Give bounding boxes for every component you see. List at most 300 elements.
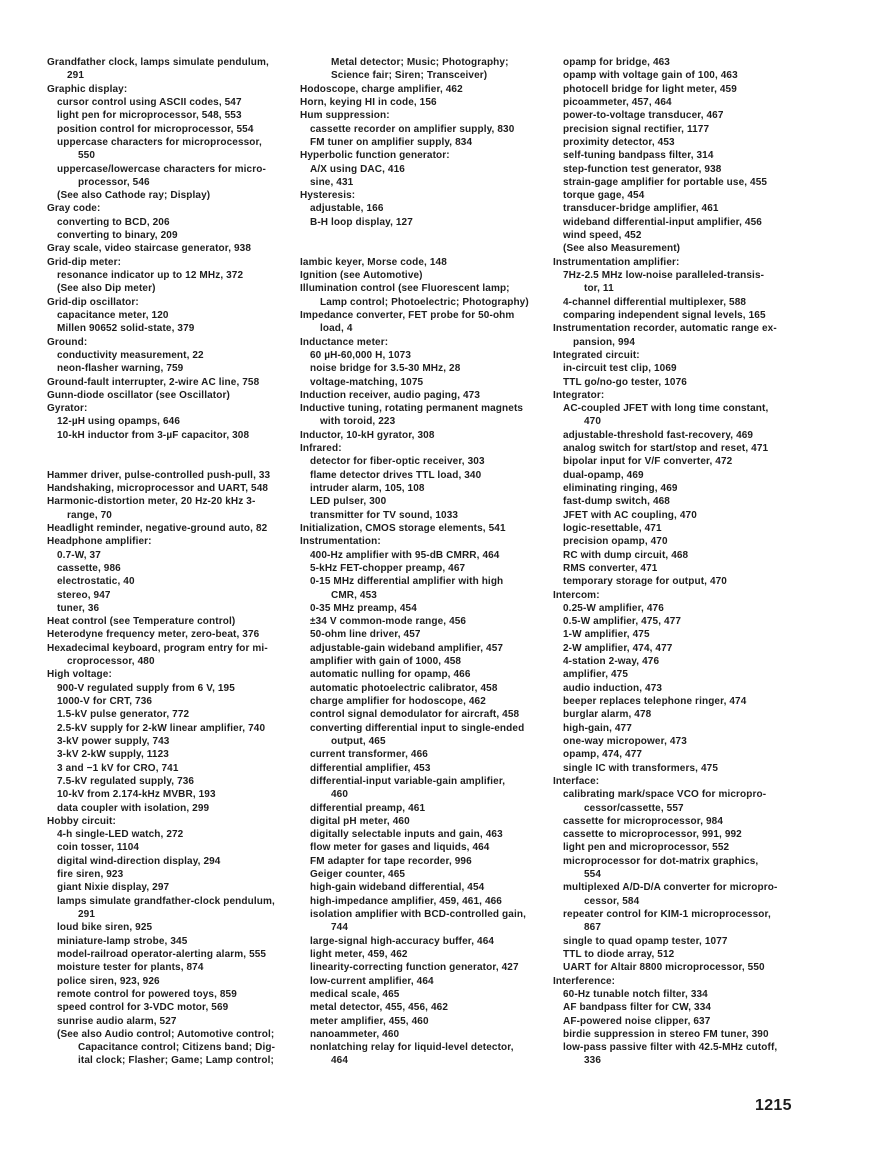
index-line: picoammeter, 457, 464 xyxy=(563,96,672,108)
index-subentry xyxy=(47,935,275,948)
index-entry xyxy=(300,522,529,535)
index-line: data coupler with isolation, 299 xyxy=(57,802,210,814)
index-subentry xyxy=(300,722,529,749)
index-line: voltage-matching, 1075 xyxy=(310,376,424,388)
index-line: Heat control (see Temperature control) xyxy=(47,616,236,628)
index-subentry xyxy=(553,1041,777,1068)
index-line: differential preamp, 461 xyxy=(310,802,426,814)
index-section xyxy=(47,469,275,1068)
index-subentry xyxy=(300,762,529,775)
index-subentry xyxy=(47,841,275,854)
index-entry xyxy=(47,202,275,215)
index-line: linearity-correcting function generator, 427 xyxy=(310,962,519,974)
index-subentry xyxy=(47,695,275,708)
index-subentry xyxy=(300,562,529,575)
index-subentry xyxy=(47,216,275,229)
index-subentry xyxy=(47,136,275,163)
index-line: cassette to microprocessor, 991, 992 xyxy=(563,829,742,841)
index-subentry xyxy=(300,123,529,136)
index-subentry xyxy=(553,988,777,1001)
index-line: cessor/cassette, 557 xyxy=(584,802,684,814)
index-line: cursor control using ASCII codes, 547 xyxy=(57,96,242,108)
index-line: FM tuner on amplifier supply, 834 xyxy=(310,136,473,148)
index-line: 4-channel differential multiplexer, 588 xyxy=(563,296,747,308)
index-line: remote control for powered toys, 859 xyxy=(57,988,237,1000)
index-line: Hobby circuit: xyxy=(47,815,116,827)
index-line: 744 xyxy=(331,922,349,934)
index-line: differential amplifier, 453 xyxy=(310,762,431,774)
index-line: single IC with transformers, 475 xyxy=(563,762,718,774)
index-subentry xyxy=(553,535,777,548)
index-subentry xyxy=(553,935,777,948)
index-line: step-function test generator, 938 xyxy=(563,163,722,175)
index-line: Grandfather clock, lamps simulate pendulum, xyxy=(47,57,269,68)
index-line: adjustable-threshold fast-recovery, 469 xyxy=(563,429,754,441)
index-subentry xyxy=(47,868,275,881)
index-subentry xyxy=(553,402,777,429)
index-subentry xyxy=(300,881,529,894)
index-line: Illumination control (see Fluorescent lamp; xyxy=(300,283,510,295)
index-line: Iambic keyer, Morse code, 148 xyxy=(300,256,447,268)
index-line: Headphone amplifier: xyxy=(47,536,152,548)
index-subentry xyxy=(300,1015,529,1028)
index-line: charge amplifier for hodoscope, 462 xyxy=(310,696,486,707)
index-subentry xyxy=(553,615,777,628)
index-subentry xyxy=(47,429,275,442)
index-subentry xyxy=(47,96,275,109)
index-line: Metal detector; Music; Photography; xyxy=(331,57,509,68)
index-subentry xyxy=(300,802,529,815)
index-line: automatic nulling for opamp, 466 xyxy=(310,669,471,681)
index-line: with toroid, 223 xyxy=(320,416,396,428)
index-subentry xyxy=(47,1015,275,1028)
index-line: Instrumentation recorder, automatic range ex- xyxy=(553,323,777,335)
index-line: nanoammeter, 460 xyxy=(310,1028,400,1040)
index-entry xyxy=(47,522,275,535)
index-line: transducer-bridge amplifier, 461 xyxy=(563,203,719,215)
index-line: 3-kV power supply, 743 xyxy=(57,735,170,747)
index-line: police siren, 923, 926 xyxy=(57,975,160,987)
index-subentry xyxy=(553,881,777,908)
index-entry xyxy=(300,389,529,402)
index-line: 60-Hz tunable notch filter, 334 xyxy=(563,988,708,1000)
index-subentry xyxy=(47,708,275,721)
index-subentry xyxy=(553,695,777,708)
index-subentry xyxy=(300,602,529,615)
index-entry xyxy=(47,389,275,402)
index-line: 550 xyxy=(78,150,96,162)
index-line: isolation amplifier with BCD-controlled gain, xyxy=(310,909,526,920)
index-subentry xyxy=(553,908,777,935)
index-subentry xyxy=(553,602,777,615)
index-subentry xyxy=(553,642,777,655)
index-line: audio induction, 473 xyxy=(563,682,663,694)
index-subentry xyxy=(553,575,777,588)
index-subentry xyxy=(300,495,529,508)
index-subentry xyxy=(553,123,777,136)
index-subentry xyxy=(553,269,777,296)
index-line: Gray scale, video staircase generator, 938 xyxy=(47,243,252,255)
index-entry xyxy=(47,83,275,96)
index-line: model-railroad operator-alerting alarm, 555 xyxy=(57,948,267,960)
index-line: uppercase characters for microprocessor, xyxy=(57,136,262,148)
index-entry xyxy=(553,775,777,788)
index-line: (See also Dip meter) xyxy=(57,283,156,295)
index-line: flame detector drives TTL load, 340 xyxy=(310,469,482,481)
index-line: coin tosser, 1104 xyxy=(57,842,140,854)
index-line: comparing independent signal levels, 165 xyxy=(563,309,766,321)
index-entry xyxy=(300,442,529,455)
index-entry xyxy=(553,349,777,362)
index-line: precision signal rectifier, 1177 xyxy=(563,123,710,135)
index-subentry xyxy=(553,509,777,522)
index-line: Hum suppression: xyxy=(300,110,390,122)
index-line: wind speed, 452 xyxy=(563,230,642,242)
index-subentry xyxy=(553,362,777,375)
index-line: Interface: xyxy=(553,775,600,787)
index-line: differential-input variable-gain amplifier, xyxy=(310,775,506,787)
index-line: cassette, 986 xyxy=(57,562,121,574)
index-entry xyxy=(47,242,275,255)
index-line: amplifier, 475 xyxy=(563,669,629,681)
index-line: giant Nixie display, 297 xyxy=(57,882,170,894)
index-line: 291 xyxy=(67,70,85,82)
index-entry xyxy=(300,282,529,309)
index-line: one-way micropower, 473 xyxy=(563,735,687,747)
index-line: Horn, keying HI in code, 156 xyxy=(300,96,437,108)
index-line: Hexadecimal keyboard, program entry for mi- xyxy=(47,642,268,654)
index-line: Infrared: xyxy=(300,443,342,455)
index-subentry xyxy=(553,722,777,735)
index-line: FM adapter for tape recorder, 996 xyxy=(310,855,472,867)
index-line: 1000-V for CRT, 736 xyxy=(57,696,153,707)
index-subentry xyxy=(300,708,529,721)
index-section xyxy=(300,56,529,229)
index-entry xyxy=(300,256,529,269)
index-subentry xyxy=(553,549,777,562)
index-subentry xyxy=(300,682,529,695)
index-line: position control for microprocessor, 554 xyxy=(57,123,254,135)
index-subentry xyxy=(553,762,777,775)
index-subentry xyxy=(300,1028,529,1041)
index-line: 470 xyxy=(584,416,602,428)
index-line: opamp for bridge, 463 xyxy=(563,57,670,68)
index-line: Inductive tuning, rotating permanent magnets xyxy=(300,403,524,415)
index-line: 0-35 MHz preamp, 454 xyxy=(310,602,417,614)
index-line: 60 µH-60,000 H, 1073 xyxy=(310,349,412,361)
index-subentry xyxy=(553,1028,777,1041)
index-line: Integrated circuit: xyxy=(553,349,640,361)
index-line: adjustable, 166 xyxy=(310,203,384,215)
index-subentry xyxy=(553,309,777,322)
index-subentry xyxy=(47,762,275,775)
index-subentry xyxy=(47,828,275,841)
index-line: photocell bridge for light meter, 459 xyxy=(563,83,737,95)
index-line: torque gage, 454 xyxy=(563,190,645,202)
index-line: RMS converter, 471 xyxy=(563,562,658,574)
index-line: 0-15 MHz differential amplifier with high xyxy=(310,576,504,588)
index-subentry xyxy=(553,109,777,122)
index-line: load, 4 xyxy=(320,323,353,335)
index-line: 2-W amplifier, 474, 477 xyxy=(563,642,673,654)
index-line: 4-station 2-way, 476 xyxy=(563,656,660,668)
index-entry xyxy=(47,628,275,641)
index-line: 7.5-kV regulated supply, 736 xyxy=(57,775,195,787)
index-subentry xyxy=(300,655,529,668)
index-line: 867 xyxy=(584,922,602,934)
index-subentry xyxy=(300,961,529,974)
index-line: Harmonic-distortion meter, 20 Hz-20 kHz 3- xyxy=(47,496,256,508)
index-line: processor, 546 xyxy=(78,176,150,188)
index-entry xyxy=(47,376,275,389)
index-subentry xyxy=(553,735,777,748)
index-line: 2.5-kV supply for 2-kW linear amplifier, 740 xyxy=(57,722,266,734)
index-subentry xyxy=(553,429,777,442)
index-subentry xyxy=(47,735,275,748)
index-line: neon-flasher warning, 759 xyxy=(57,363,184,375)
index-line: 7Hz-2.5 MHz low-noise paralleled-transis- xyxy=(563,270,765,281)
index-entry xyxy=(553,589,777,602)
index-line: fire siren, 923 xyxy=(57,869,124,881)
index-line: Capacitance control; Citizens band; Dig- xyxy=(78,1042,276,1054)
index-subentry xyxy=(47,1028,275,1068)
index-subentry xyxy=(47,881,275,894)
index-line: Hammer driver, pulse-controlled push-pull, 33 xyxy=(47,469,271,481)
index-line: Ground-fault interrupter, 2-wire AC line, 758 xyxy=(47,376,260,388)
index-subentry xyxy=(553,841,777,854)
index-line: microprocessor for dot-matrix graphics, xyxy=(563,855,759,867)
index-subentry xyxy=(553,149,777,162)
index-line: current transformer, 466 xyxy=(310,749,428,761)
index-line: opamp, 474, 477 xyxy=(563,749,643,761)
index-line: 4-h single-LED watch, 272 xyxy=(57,829,184,841)
index-subentry xyxy=(553,229,777,242)
index-line: LED pulser, 300 xyxy=(310,496,387,508)
index-subentry xyxy=(47,309,275,322)
index-subentry xyxy=(300,1041,529,1068)
index-line: 336 xyxy=(584,1055,602,1067)
index-subentry xyxy=(553,202,777,215)
index-line: electrostatic, 40 xyxy=(57,576,135,588)
index-line: Hodoscope, charge amplifier, 462 xyxy=(300,83,463,95)
index-subentry xyxy=(553,855,777,882)
index-column xyxy=(300,56,529,1068)
index-subentry xyxy=(47,722,275,735)
index-line: multiplexed A/D-D/A converter for micropro- xyxy=(563,882,778,894)
index-line: RC with dump circuit, 468 xyxy=(563,549,689,561)
index-subentry xyxy=(300,748,529,761)
index-subentry xyxy=(300,815,529,828)
index-entry xyxy=(47,336,275,349)
index-line: Gunn-diode oscillator (see Oscillator) xyxy=(47,389,230,401)
index-line: Ground: xyxy=(47,336,88,348)
index-line: B-H loop display, 127 xyxy=(310,216,413,228)
index-line: UART for Altair 8800 microprocessor, 550 xyxy=(563,962,765,974)
index-line: (See also Cathode ray; Display) xyxy=(57,190,211,202)
index-section xyxy=(47,56,275,442)
index-subentry xyxy=(300,935,529,948)
index-line: control signal demodulator for aircraft, 458 xyxy=(310,709,520,721)
index-line: ital clock; Flasher; Game; Lamp control; xyxy=(78,1055,274,1067)
index-entry xyxy=(300,149,529,162)
index-subentry xyxy=(553,442,777,455)
index-entry xyxy=(47,495,275,522)
index-line: light pen and microprocessor, 552 xyxy=(563,842,730,854)
index-entry xyxy=(300,429,529,442)
index-entry xyxy=(47,402,275,415)
index-line: Gray code: xyxy=(47,203,101,215)
index-line: high-gain, 477 xyxy=(563,722,632,734)
index-line: 5-kHz FET-chopper preamp, 467 xyxy=(310,562,466,574)
index-line: Hyperbolic function generator: xyxy=(300,150,450,162)
index-line: tor, 11 xyxy=(584,283,614,295)
index-line: 0.25-W amplifier, 476 xyxy=(563,602,664,614)
index-subentry xyxy=(47,682,275,695)
index-line: 3 and −1 kV for CRO, 741 xyxy=(57,762,179,774)
index-column xyxy=(553,56,777,1068)
index-subentry xyxy=(553,1001,777,1014)
index-subentry xyxy=(47,415,275,428)
index-subentry xyxy=(553,242,777,255)
index-subentry xyxy=(47,575,275,588)
index-line: miniature-lamp strobe, 345 xyxy=(57,935,188,947)
index-column xyxy=(47,56,275,1068)
index-line: TTL to diode array, 512 xyxy=(563,948,675,960)
index-subentry xyxy=(300,362,529,375)
index-line: 900-V regulated supply from 6 V, 195 xyxy=(57,682,235,694)
index-subentry xyxy=(300,841,529,854)
index-line: proximity detector, 453 xyxy=(563,136,675,148)
index-line: Inductance meter: xyxy=(300,336,389,348)
index-line: meter amplifier, 455, 460 xyxy=(310,1015,429,1027)
index-entry xyxy=(300,96,529,109)
index-line: low-current amplifier, 464 xyxy=(310,975,434,987)
index-subentry xyxy=(553,96,777,109)
index-line: sunrise audio alarm, 527 xyxy=(57,1015,177,1027)
index-entry xyxy=(300,189,529,202)
index-line: Ignition (see Automotive) xyxy=(300,270,423,281)
index-line: 12-µH using opamps, 646 xyxy=(57,416,180,428)
index-subentry xyxy=(553,216,777,229)
index-line: AF-powered noise clipper, 637 xyxy=(563,1015,711,1027)
index-subentry xyxy=(47,362,275,375)
index-subentry xyxy=(553,748,777,761)
index-line: AF bandpass filter for CW, 334 xyxy=(563,1002,712,1014)
index-subentry xyxy=(47,895,275,922)
index-line: strain-gage amplifier for portable use, 455 xyxy=(563,176,768,188)
index-line: Gyrator: xyxy=(47,403,88,415)
index-subentry xyxy=(47,269,275,282)
index-line: calibrating mark/space VCO for micropro- xyxy=(563,789,767,801)
index-subentry xyxy=(47,788,275,801)
index-line: analog switch for start/stop and reset, 471 xyxy=(563,443,769,455)
index-line: temporary storage for output, 470 xyxy=(563,576,727,588)
index-line: Geiger counter, 465 xyxy=(310,869,406,881)
index-subentry xyxy=(300,642,529,655)
index-subentry xyxy=(47,1001,275,1014)
index-line: 0.7-W, 37 xyxy=(57,549,101,561)
index-line: dual-opamp, 469 xyxy=(563,469,644,481)
index-subentry xyxy=(300,469,529,482)
index-section xyxy=(553,56,777,1068)
index-subentry xyxy=(553,948,777,961)
index-line: Grid-dip meter: xyxy=(47,256,122,268)
index-subentry xyxy=(553,828,777,841)
index-subentry xyxy=(553,56,777,69)
index-subentry xyxy=(300,202,529,215)
index-line: low-pass passive filter with 42.5-MHz cutoff, xyxy=(563,1042,778,1054)
index-line: converting to binary, 209 xyxy=(57,230,178,242)
index-line: stereo, 947 xyxy=(57,589,111,601)
index-line: Headlight reminder, negative-ground auto, 82 xyxy=(47,522,268,534)
index-line: moisture tester for plants, 874 xyxy=(57,962,204,974)
index-line: tuner, 36 xyxy=(57,602,100,614)
index-subentry xyxy=(553,562,777,575)
index-subentry xyxy=(553,655,777,668)
index-subentry xyxy=(553,136,777,149)
index-line: (See also Audio control; Automotive control; xyxy=(57,1028,275,1040)
index-subentry xyxy=(553,163,777,176)
index-subentry xyxy=(300,216,529,229)
index-line: single to quad opamp tester, 1077 xyxy=(563,935,728,947)
index-line: detector for fiber-optic receiver, 303 xyxy=(310,456,485,468)
index-subentry xyxy=(300,615,529,628)
index-entry xyxy=(47,482,275,495)
index-subentry xyxy=(47,549,275,562)
index-subentry xyxy=(300,136,529,149)
index-line: capacitance meter, 120 xyxy=(57,309,169,321)
index-line: resonance indicator up to 12 MHz, 372 xyxy=(57,270,244,281)
index-subentry xyxy=(300,176,529,189)
index-subentry xyxy=(553,495,777,508)
index-line: automatic photoelectric calibrator, 458 xyxy=(310,682,498,694)
index-line: adjustable-gain wideband amplifier, 457 xyxy=(310,642,504,654)
index-line: Instrumentation: xyxy=(300,536,381,548)
index-line: burglar alarm, 478 xyxy=(563,709,652,721)
index-subentry xyxy=(47,562,275,575)
index-entry xyxy=(300,269,529,282)
index-subentry xyxy=(553,708,777,721)
index-line: Integrator: xyxy=(553,389,605,401)
index-line: Lamp control; Photoelectric; Photography) xyxy=(320,296,529,308)
index-subentry xyxy=(300,349,529,362)
index-line: eliminating ringing, 469 xyxy=(563,483,678,494)
index-line: AC-coupled JFET with long time constant, xyxy=(563,403,769,415)
index-subentry xyxy=(47,988,275,1001)
index-line: logic-resettable, 471 xyxy=(563,522,662,534)
index-line: high-impedance amplifier, 459, 461, 466 xyxy=(310,895,502,907)
index-line: Science fair; Siren; Transceiver) xyxy=(331,70,488,82)
index-subentry xyxy=(300,163,529,176)
index-subentry xyxy=(553,961,777,974)
index-entry xyxy=(300,336,529,349)
index-line: A/X using DAC, 416 xyxy=(310,163,405,175)
index-line: Induction receiver, audio paging, 473 xyxy=(300,389,481,401)
index-line: lamps simulate grandfather-clock pendulum, xyxy=(57,895,275,907)
index-subentry xyxy=(47,229,275,242)
index-line: 291 xyxy=(78,909,96,920)
index-line: high-gain wideband differential, 454 xyxy=(310,882,485,894)
index-subentry xyxy=(300,988,529,1001)
index-line: medical scale, 465 xyxy=(310,988,400,1000)
index-line: High voltage: xyxy=(47,669,112,681)
index-subentry xyxy=(47,775,275,788)
index-line: fast-dump switch, 468 xyxy=(563,496,670,508)
index-line: Millen 90652 solid-state, 379 xyxy=(57,323,195,335)
index-entry xyxy=(553,256,777,269)
index-entry xyxy=(47,296,275,309)
index-line: 50-ohm line driver, 457 xyxy=(310,629,421,641)
